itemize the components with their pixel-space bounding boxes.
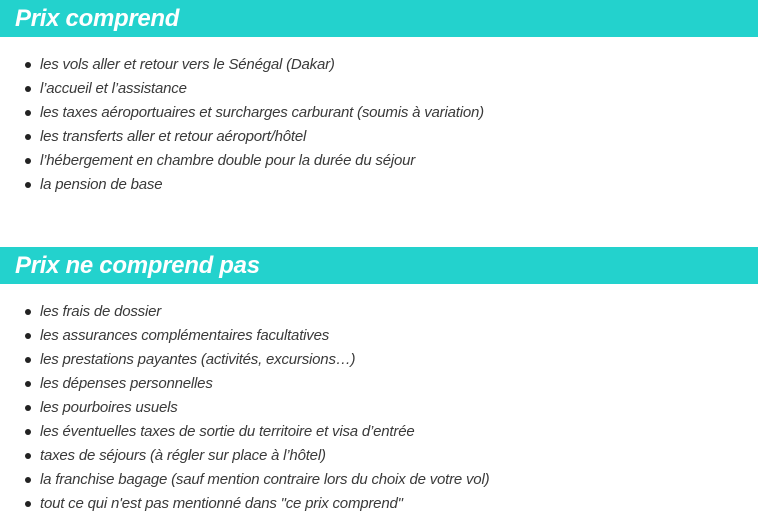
excludes-section-header bbox=[0, 247, 758, 284]
bullet-icon bbox=[25, 110, 31, 116]
list-item bbox=[0, 324, 489, 348]
list-item bbox=[0, 125, 484, 149]
bullet-icon bbox=[25, 333, 31, 339]
list-item bbox=[0, 77, 484, 101]
list-item bbox=[0, 348, 489, 372]
list-item bbox=[0, 444, 489, 468]
list-item bbox=[0, 492, 489, 516]
list-item-label: les prestations payantes (activités, excursions…) bbox=[40, 351, 356, 368]
list-item bbox=[0, 149, 484, 173]
bullet-icon bbox=[25, 357, 31, 363]
list-item bbox=[0, 468, 489, 492]
bullet-icon bbox=[25, 158, 31, 164]
list-item-label: la franchise bagage (sauf mention contraire lors du choix de votre vol) bbox=[40, 471, 490, 488]
bullet-icon bbox=[25, 405, 31, 411]
bullet-icon bbox=[25, 309, 31, 315]
includes-section-header bbox=[0, 0, 758, 37]
list-item bbox=[0, 101, 484, 125]
list-item-label: les vols aller et retour vers le Sénégal (Dakar) bbox=[40, 56, 335, 73]
list-item bbox=[0, 396, 489, 420]
list-item-label: les transferts aller et retour aéroport/hôtel bbox=[40, 128, 307, 145]
excludes-section-title: Prix ne comprend pas bbox=[15, 252, 260, 279]
list-item-label: tout ce qui n'est pas mentionné dans "ce prix comprend" bbox=[40, 495, 403, 512]
bullet-icon bbox=[25, 477, 31, 483]
bullet-icon bbox=[25, 134, 31, 140]
list-item-label: les éventuelles taxes de sortie du territoire et visa d’entrée bbox=[40, 423, 415, 440]
list-item-label: taxes de séjours (à régler sur place à l’hôtel) bbox=[40, 447, 326, 464]
bullet-icon bbox=[25, 453, 31, 459]
list-item-label: les frais de dossier bbox=[40, 303, 162, 320]
excludes-list bbox=[0, 300, 489, 516]
list-item-label: les dépenses personnelles bbox=[40, 375, 213, 392]
list-item bbox=[0, 420, 489, 444]
list-item-label: les pourboires usuels bbox=[40, 399, 178, 416]
bullet-icon bbox=[25, 182, 31, 188]
includes-list bbox=[0, 53, 484, 197]
list-item bbox=[0, 173, 484, 197]
list-item bbox=[0, 300, 489, 324]
bullet-icon bbox=[25, 62, 31, 68]
list-item-label: l’hébergement en chambre double pour la durée du séjour bbox=[40, 152, 416, 169]
includes-section-title: Prix comprend bbox=[15, 5, 180, 32]
bullet-icon bbox=[25, 501, 31, 507]
bullet-icon bbox=[25, 381, 31, 387]
bullet-icon bbox=[25, 86, 31, 92]
bullet-icon bbox=[25, 429, 31, 435]
list-item-label: les taxes aéroportuaires et surcharges carburant (soumis à variation) bbox=[40, 104, 484, 121]
list-item-label: l’accueil et l’assistance bbox=[40, 80, 187, 97]
list-item bbox=[0, 372, 489, 396]
list-item bbox=[0, 53, 484, 77]
list-item-label: la pension de base bbox=[40, 176, 163, 193]
list-item-label: les assurances complémentaires facultatives bbox=[40, 327, 330, 344]
